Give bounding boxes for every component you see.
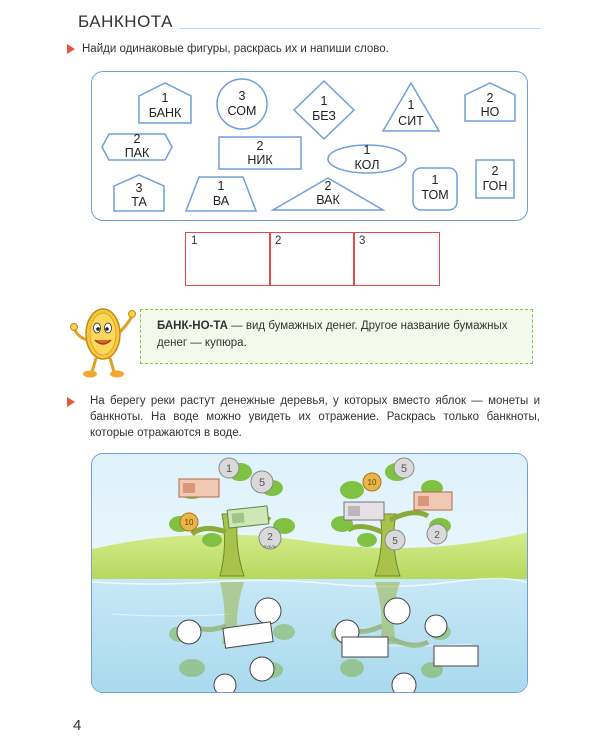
shape-number: 3 [135, 181, 143, 195]
shapes-panel [91, 71, 528, 221]
shape-word: НО [480, 105, 500, 119]
right-tree-coin-2[interactable] [427, 524, 447, 544]
river-water [92, 579, 528, 693]
shape-number: 1 [161, 91, 169, 105]
left-tree-coin-5[interactable] [251, 471, 273, 493]
shape-number: 2 [486, 91, 494, 105]
answer-box-1[interactable] [185, 232, 271, 286]
shape-word: СОМ [227, 104, 257, 118]
shape-ellipse-kol[interactable] [327, 144, 407, 174]
coin-value: 2 [434, 530, 440, 541]
left-tree-coin-1[interactable] [219, 458, 239, 478]
shape-word: НИК [247, 153, 273, 167]
coin-value: 10 [367, 478, 377, 487]
answer-box-3[interactable] [353, 232, 440, 286]
shape-number: 2 [133, 132, 141, 146]
right-reflection-banknote-1[interactable] [342, 637, 388, 657]
right-tree-banknote-50[interactable] [344, 502, 384, 520]
shape-word: ВАК [316, 193, 340, 207]
shape-word: ВА [212, 194, 230, 208]
shape-number: 1 [217, 179, 225, 193]
shape-word: ТОМ [421, 188, 449, 202]
answer-box-label: 3 [359, 235, 366, 247]
shape-circle-som[interactable] [216, 78, 268, 130]
left-reflection-coin-3[interactable] [250, 657, 274, 681]
coin-value: 5 [392, 536, 398, 547]
shape-number: 1 [320, 94, 328, 108]
coin-value: 5 [258, 477, 266, 489]
right-reflection-coin-3[interactable] [392, 673, 416, 693]
shape-triangle-vak[interactable] [272, 177, 384, 211]
left-reflection-coin-1[interactable] [255, 598, 281, 624]
right-tree-coin-10[interactable] [363, 473, 381, 491]
answer-box-label: 1 [191, 235, 198, 247]
shape-number: 1 [431, 173, 439, 187]
shape-word: КОЛ [354, 158, 380, 172]
task-marker-icon [67, 44, 75, 54]
shape-number: 2 [324, 179, 332, 193]
coin-value: 5 [400, 463, 408, 475]
title-divider [180, 28, 540, 29]
coin-value: 10 [184, 518, 194, 527]
shape-house-bank[interactable] [137, 82, 193, 124]
right-tree-coin-5b[interactable] [385, 530, 405, 550]
left-tree-banknote-1000[interactable] [179, 479, 219, 497]
left-reflection-coin-2[interactable] [177, 620, 201, 644]
shape-number: 2 [491, 164, 499, 178]
shape-triangle-sit[interactable] [382, 82, 440, 132]
right-reflection-coin-4[interactable] [425, 615, 447, 637]
coin-value: 2 [267, 532, 273, 543]
shape-diamond-bez[interactable] [293, 80, 355, 140]
shape-number: 1 [407, 98, 415, 112]
shape-word: БАНК [148, 106, 182, 120]
right-reflection-banknote-2[interactable] [434, 646, 478, 666]
shape-number: 2 [256, 139, 264, 153]
coin-unit: РУБЛЬ [263, 544, 277, 549]
definition-text [157, 318, 522, 352]
left-tree-coin-10[interactable] [180, 513, 198, 531]
left-reflection-coin-4[interactable] [214, 674, 236, 693]
shape-number: 3 [238, 89, 246, 103]
task-marker-icon [67, 397, 75, 407]
answer-box-2[interactable] [269, 232, 355, 286]
page-number: 4 [73, 717, 82, 734]
right-tree-coin-5[interactable] [394, 458, 414, 478]
coin-value: 1 [225, 463, 233, 475]
shape-number: 1 [363, 143, 371, 157]
shape-rectangle-nik[interactable] [218, 136, 302, 170]
shape-word: ПАК [124, 146, 150, 160]
shape-house-ta[interactable] [112, 174, 166, 212]
shape-word: СИТ [398, 114, 424, 128]
definition-term: БАНК-НО-ТА [157, 320, 228, 332]
coin-mascot-icon [70, 300, 140, 380]
shape-square-gon[interactable] [475, 159, 515, 199]
money-trees-scene [91, 453, 528, 693]
definition-box [140, 309, 533, 364]
shape-word: БЕЗ [312, 109, 336, 123]
shape-rounded-square-tom[interactable] [412, 167, 458, 211]
answer-box-label: 2 [275, 235, 282, 247]
task2-instruction: На берегу реки растут денежные деревья, у которых вместо яблок — монеты и банкноты. На воде можно увидеть их отражение. Раскрась только банкноты, которые отражаются в воде. [90, 395, 540, 439]
right-reflection-coin-1[interactable] [384, 598, 410, 624]
answer-boxes [185, 232, 440, 286]
page-title: БАНКНОТА [78, 12, 173, 31]
left-tree-banknote-100[interactable] [227, 506, 269, 528]
definition-body: — вид бумажных денег. Другое название бумажных денег — купюра. [157, 320, 508, 349]
shape-word: ТА [131, 195, 147, 209]
shape-trapezoid-va[interactable] [185, 176, 257, 212]
left-tree-coin-2[interactable] [259, 527, 281, 549]
shape-word: ГОН [482, 179, 508, 193]
shape-hexagon-pak[interactable] [101, 133, 173, 161]
shape-house-no[interactable] [463, 82, 517, 122]
task1-instruction: Найди одинаковые фигуры, раскрась их и напиши слово. [82, 43, 389, 55]
right-tree-banknote-1000[interactable] [414, 492, 452, 510]
